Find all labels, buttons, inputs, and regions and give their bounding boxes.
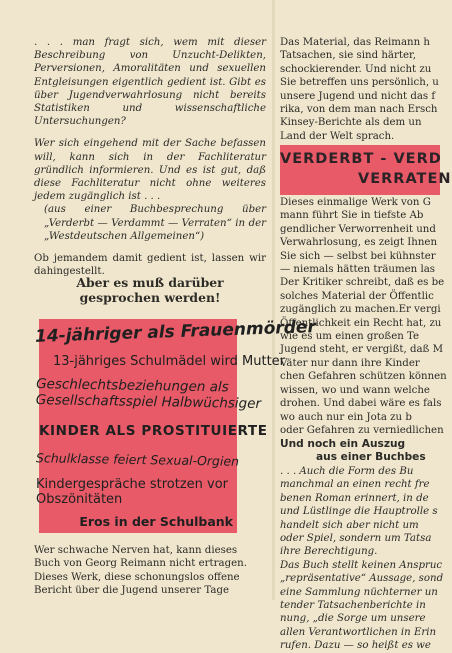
text-line: oder Spiel, sondern um Tatsa	[280, 533, 432, 545]
sub-heading-line-1: Und noch ein Auszug	[280, 438, 406, 450]
quote-paragraph-2: Wer sich eingehend mit der Sache befassen will, kann sich in der Fachliteratur gründlich informieren. Und es ist gut, daß diese Fachliteratur nicht ohne weiteres jedem zugänglich ist . . .	[34, 138, 266, 203]
banner-line-2: VERRATEN	[358, 171, 452, 187]
text-line: eine Sammlung nüchterner un	[280, 586, 438, 598]
text-line: unsere Jugend und nicht das f	[280, 90, 436, 102]
page-fold	[272, 0, 275, 600]
quote-paragraph-1: . . . man fragt sich, wem mit dieser Beschreibung von Unzucht-Delikten, Perversionen, Amoralitäten und sexuellen Entgleisungen eigentlich gedient ist. Gibt es über Jugendverwahrlosung nicht bereits Statistiken und wissenschaftliche Untersuchungen?	[34, 37, 266, 128]
text-line: ihre Berechtigung.	[280, 546, 378, 558]
text-line: Der Kritiker schreibt, daß es be	[280, 277, 445, 289]
text-line: solches Material der Öffentlic	[280, 290, 434, 302]
sub-heading	[280, 438, 440, 464]
bottom-paragraph	[34, 544, 266, 598]
sub-heading-line-2: aus einer Buchbes	[316, 451, 426, 463]
banner-line-1: VERDERBT - VERD	[280, 151, 442, 167]
text-line: zugänglich zu machen.Er vergi	[280, 304, 441, 316]
text-line: Das Buch stellt keinen Anspruc	[280, 559, 443, 571]
ad-line-3a: Geschlechtsbeziehungen als	[36, 376, 229, 396]
text-line: rufen. Dazu — so heißt es we	[280, 640, 431, 652]
ad-line-4: KINDER ALS PROSTITUIERTE	[39, 423, 268, 439]
text-line: mann führt Sie in tiefste Ab	[280, 210, 424, 222]
ad-line-6a: Kindergespräche strotzen vor	[36, 477, 229, 492]
heading-line-1: Aber es muß darüber	[76, 275, 224, 290]
right-column-middle	[280, 196, 447, 437]
text-line: nung, „die Sorge um unsere	[280, 613, 426, 625]
text-line: wissen, wo und wann welche	[280, 384, 430, 396]
title-banner	[280, 145, 452, 195]
ad-line-2: 13-jähriges Schulmädel wird Mutter	[53, 354, 286, 369]
right-column-top	[280, 36, 440, 143]
text-line: benen Roman erinnert, in de	[280, 492, 429, 504]
ad-line-6b: Obszönitäten	[36, 492, 123, 507]
section-heading	[34, 275, 266, 305]
text-line: schockierender. Und nicht zu	[280, 63, 432, 75]
text-line: Jugend steht, er vergißt, daß M	[280, 344, 444, 356]
text-line: Sie betreffen uns persönlich, u	[280, 77, 439, 89]
ad-line-5: Schulklasse feiert Sexual-Orgien	[35, 450, 240, 469]
text-line: chen Gefahren schützen können	[280, 371, 447, 383]
text-line: handelt sich aber nicht um	[280, 519, 419, 531]
bottom-line-4: Bericht über die Jugend unserer Tage	[34, 585, 230, 597]
text-line: rika, von dem man nach Ersch	[280, 104, 438, 116]
text-line: oder Gefahren zu verniedlichen	[280, 424, 444, 436]
text-line: wie es um einen großen Te	[280, 331, 420, 343]
text-line: Kinsey-Berichte als dem un	[280, 117, 422, 129]
text-line: Verwahrlosung, es zeigt Ihnen	[280, 237, 438, 249]
bottom-line-1: Wer schwache Nerven hat, kann dieses	[34, 545, 238, 556]
text-line: tender Tatsachenberichte in	[280, 600, 426, 612]
text-line: manchmal an einen recht fre	[280, 479, 430, 491]
ad-line-7: Eros in der Schulbank	[79, 514, 233, 529]
advertisement-box	[34, 317, 317, 533]
text-line: drohen. Und dabei wäre es fals	[280, 398, 442, 410]
ad-line-3b: Gesellschaftsspiel Halbwüchsiger	[35, 392, 262, 412]
bottom-line-2: Buch von Georg Reimann nicht ertragen.	[34, 558, 247, 570]
right-column-bottom	[280, 465, 444, 653]
text-line: Tatsachen, sie sind härter,	[280, 50, 416, 62]
text-line: „repräsentative“ Aussage, sond	[280, 573, 444, 585]
text-line: allen Verantwortlichen in Erin	[280, 626, 437, 638]
text-line: und Lüstlinge die Hauptrolle s	[280, 506, 438, 518]
bottom-line-3: Dieses Werk, diese schonungslos offene	[34, 571, 240, 583]
text-line: Dieses einmalige Werk von G	[280, 197, 431, 208]
text-line: — niemals hätten träumen las	[280, 264, 436, 276]
text-line: Das Material, das Reimann h	[280, 37, 430, 48]
ad-line-6	[36, 477, 228, 507]
heading-line-2: gesprochen werden!	[79, 290, 221, 305]
text-line: gendlicher Verworrenheit und	[280, 223, 436, 235]
text-line: . . . Auch die Form des Bu	[280, 466, 414, 477]
text-line: wo auch nur ein Jota zu b	[280, 411, 412, 423]
left-column	[34, 36, 266, 278]
text-line: Väter nur dann ihre Kinder	[280, 357, 420, 369]
quote-source: (aus einer Buchbesprechung über „Verderbt — Verdammt — Verraten“ in der „Westdeutschen Allgemeinen“)	[44, 204, 266, 242]
text-line: Sie sich — selbst bei kühnster	[280, 250, 436, 262]
body-paragraph: Ob jemandem damit gedient ist, lassen wir dahingestellt.	[34, 253, 266, 278]
ad-line-3	[36, 376, 262, 412]
ad-line-1: 14-jähriger als Frauenmörder	[34, 317, 317, 347]
text-line: Land der Welt sprach.	[280, 130, 395, 142]
text-line: Öffentlichkeit ein Recht hat, zu	[280, 317, 442, 329]
